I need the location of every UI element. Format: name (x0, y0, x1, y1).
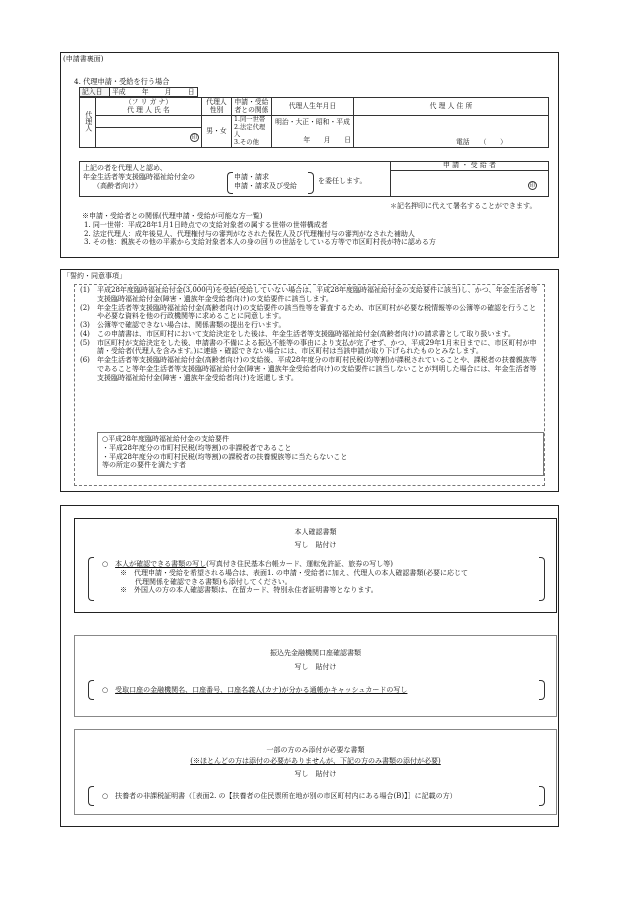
proxy-name-header (96, 98, 202, 116)
partial-document-sub: 写し 貼付け (294, 770, 337, 778)
id-note-proxy: ※ 代理申請・受給を希望される場合は、表面1. の申請・受給者に加え、代理人の本人確認書類(必要に応じて (120, 568, 469, 577)
sign-note: ＊記名押印に代えて署名することができます。 (390, 202, 537, 210)
id-document-sub: 写し 貼付け (294, 541, 337, 549)
appoint-end: を委任します。 (318, 177, 367, 185)
relation-note: 1. 同一世帯：平成28年1月1日時点での支給対象者の属する世帯の世帯構成者 (84, 220, 328, 229)
relation-header: 申請・受給者との関係 (232, 98, 272, 116)
pledge-item: (2) 年金生活者等支援臨時福祉給付金(高齢者向け)の支給要件の該当性等を審査するため、市区町村が必要な税情報等の公簿等の確認を行うことや必要な資料を他の行政機関等に求めることに同意します。 (80, 303, 537, 321)
partial-bracket-left (88, 786, 94, 806)
partial-bracket-right (539, 786, 545, 806)
date-era: 平成 (112, 88, 126, 96)
date-year: 年 (141, 88, 149, 96)
birth-era-options: 明治・大正・昭和・平成 (275, 117, 350, 126)
sex-field[interactable]: 男・女 (202, 115, 232, 147)
address-header: 代 理 人 住 所 (354, 98, 549, 116)
birth-field[interactable] (272, 115, 354, 147)
date-label: 記入日 (80, 88, 110, 97)
bank-document-sub: 写し 貼付け (294, 663, 337, 671)
pledge-item: (5) 市区町村が支給決定をした後、申請書の不備による振込不能等の事由により支払が完了せず、かつ、平成29年1月末日までに、市区町村が申請・受給者(代理人を含みます。)に連絡・確認できない場合には、市区町村は当該申請が取り下げられたものとみなします。 (80, 338, 537, 356)
pledge-item: (3) 公簿等で確認できない場合は、関係書類の提出を行います。 (80, 321, 286, 329)
pledge-item: (4) この申請書は、市区町村において支給決定をした後は、年金生活者等支援臨時福祉給付金(高齢者向け)の請求書として取り扱います。 (80, 329, 515, 338)
bank-document-line: ○ 受取口座の金融機関名、口座番号、口座名義人(カナ)が分かる通帳かキャッシュカードの写し (102, 686, 408, 694)
id-bracket-right (539, 557, 545, 601)
relation-title: ※申請・受給者との関係(代理申請・受給が可能な方一覧) (82, 212, 263, 220)
pledge-item: (6) 年金生活者等支援臨時福祉給付金(高齢者向け)の支給後、平成28年度分の市町村民税(均等割)が課税されていることや、課税者の扶養親族等であること等年金生活者等支援臨時福祉給付金(障害・遺族年金受給者向け)の支給要件に該当しないことが判明した場合には、年金生活者等支援臨時福祉給付金(障害・遺族年金受給者向け)を返還します。 (80, 356, 537, 382)
relation-field[interactable]: 1.同一世帯 2.法定代理人 3.その他 (232, 115, 272, 147)
bracket-right (308, 172, 314, 194)
id-note-proxy-cont: 代理関係を確認できる書類)も添付してください。 (135, 577, 292, 586)
relation-note: 2. 法定代理人：成年後見人、代理権付与の審判がなされた保佐人及び代理権付与の審判がなされた補助人 (84, 229, 415, 238)
sex-header: 代理人性別 (202, 98, 232, 116)
date-row (79, 87, 198, 97)
seal-mark: 印 (191, 134, 198, 141)
id-document-main: 本人が確認できる書類の写し (115, 560, 207, 568)
proxy-side-label: 代理人 (80, 98, 96, 148)
applicant-seal-field[interactable] (528, 181, 537, 190)
date-month: 月 (164, 88, 172, 96)
id-document-examples: (写真付き住民基本台帳カード、運転免許証、旅券の写し等) (206, 560, 393, 568)
id-document-title: 本人確認書類 (294, 528, 337, 536)
requirement-item: ・平成28年度分の市町村民税(均等割)の非課税者であること (102, 443, 292, 452)
requirement-box (97, 432, 544, 476)
furigana-label: （フ リ ガ ナ） (124, 98, 173, 106)
id-document-line: ○ 本人が確認できる書類の写し(写真付き住民基本台帳カード、運転免許証、旅券の写し等) (102, 560, 393, 568)
appoint-line2: 年金生活者等支援臨時福祉給付金の (83, 172, 195, 181)
id-note-foreign: ※ 外国人の方の本人確認書類は、在留カード、特別永住者証明書等となります。 (120, 586, 378, 595)
bank-bracket-left (88, 680, 94, 700)
name-label: 代 理 人 氏 名 (127, 106, 170, 115)
bank-document-title: 振込先金融機関口座確認書類 (270, 649, 361, 657)
appoint-line1: 上記の者を代理人と認め、 (83, 164, 167, 172)
requirement-item: 等の所定の要件を満たす者 (102, 461, 186, 470)
pledge-item: (1) 平成28年度臨時福祉給付金(3,000円)を受給(受給していない場合は、平成28年度臨時福祉給付金の支給要件に該当)し、かつ、年金生活者等支援臨時福祉給付金(障害・遺族年金受給者向け)の支給要件に該当します。 (80, 286, 538, 303)
requirement-title: ○平成28年度臨時福祉給付金の支給要件 (102, 435, 230, 443)
partial-document-line: ○ 扶養者の非課税証明書（［表面2. の【扶養者の住民票所在地が別の市区町村内にある場合(B)】］に記載の方） (102, 792, 457, 800)
birth-header: 代理人生年月日 (272, 98, 354, 116)
bank-document-box[interactable] (74, 635, 557, 717)
bank-bracket-right (539, 680, 545, 700)
appoint-option-request-receive[interactable]: 申請・請求及び受給 (234, 181, 297, 190)
id-bracket-left (88, 557, 94, 601)
birth-ymd: 年 月 日 (303, 136, 351, 145)
address-field[interactable] (354, 115, 549, 147)
furigana-input[interactable] (96, 115, 202, 127)
pledge-label: 「誓約・同意事項」 (63, 272, 126, 280)
proxy-heading: 4. 代理申請・受給を行う場合 (74, 77, 170, 86)
relation-note: 3. その他：親族その他の平素から支給対象者本人の身の回りの世話をしている方等で市区町村長が特に認める方 (84, 238, 436, 247)
proxy-table (79, 97, 549, 148)
requirement-item: ・平成28年度分の市町村民税(均等割)の課税者の扶養親族等に当たらないこと (102, 452, 348, 461)
pledge-list (80, 286, 542, 382)
partial-document-note: (※ほとんどの方は添付の必要がありませんが、下記の方のみ書類の添付が必要) (190, 757, 441, 765)
name-input[interactable] (96, 127, 202, 147)
applicant-header: 申 請 ・ 受 給 者 (390, 161, 549, 171)
appoint-option-request[interactable]: 申請・請求 (234, 173, 269, 181)
appoint-line3: （高齢者向け） (93, 181, 142, 190)
applicant-seal-mark: 印 (529, 183, 536, 189)
date-field[interactable] (110, 88, 198, 97)
partial-document-title: 一部の方のみ添付が必要な書類 (266, 746, 365, 754)
bracket-left (227, 172, 233, 194)
date-day: 日 (187, 88, 195, 96)
phone-label: 電話 （ ） (456, 138, 507, 147)
back-side-label: (申請書裏面) (63, 55, 104, 63)
